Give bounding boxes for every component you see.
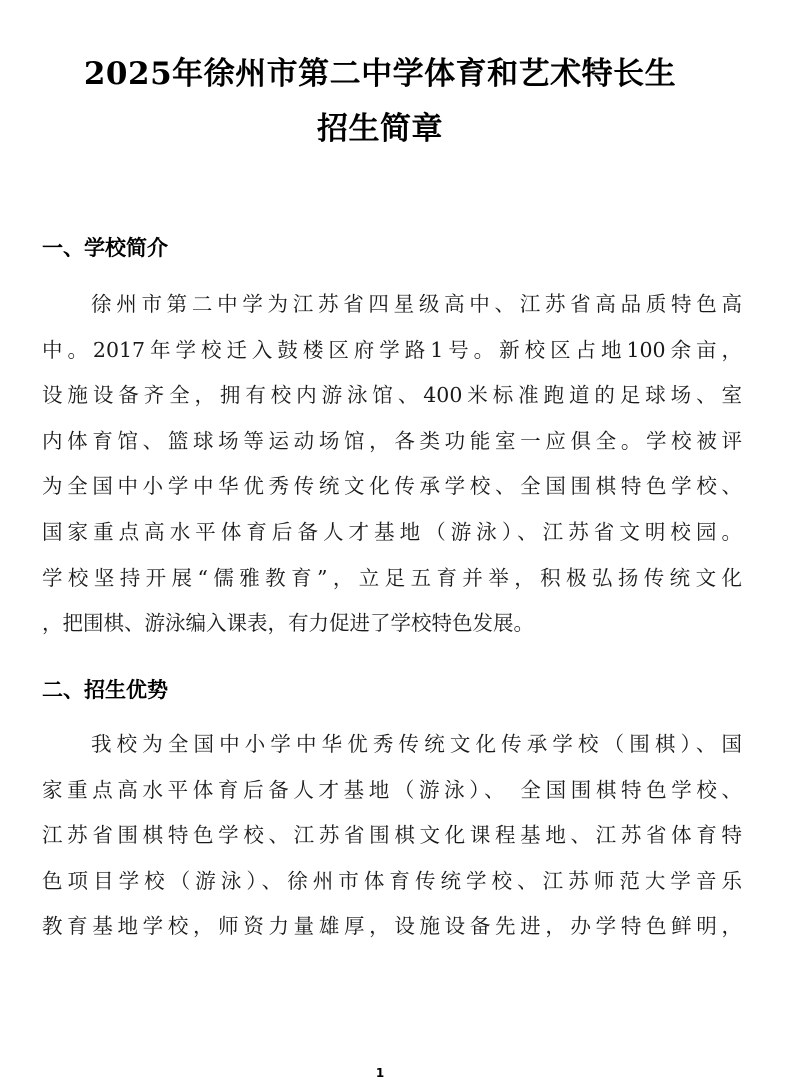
paragraph-line: 徐州市第二中学为江苏省四星级高中、江苏省高品质特色高 [91,292,742,316]
paragraph-line: 教育基地学校，师资力量雄厚，设施设备先进，办学特色鲜明， [42,914,742,939]
document-title-line-2: 招生简章 [317,111,443,147]
paragraph-line: 国家重点高水平体育后备人才基地（游泳）、江苏省文明校园。 [42,519,742,544]
paragraph-line: 色项目学校（游泳）、徐州市体育传统学校、江苏师范大学音乐 [42,868,742,893]
paragraph-line: 家重点高水平体育后备人才基地（游泳）、 全国围棋特色学校、 [42,777,742,802]
page-number: 1 [375,1066,385,1080]
paragraph-line: 设施设备齐全，拥有校内游泳馆、400米标准跑道的足球场、室 [42,383,742,408]
paragraph-line: 内体育馆、篮球场等运动场馆，各类功能室一应俱全。学校被评 [42,428,742,453]
section-heading-admission-advantages: 二、招生优势 [42,678,168,702]
paragraph-line: 为全国中小学中华优秀传统文化传承学校、全国围棋特色学校、 [42,474,742,499]
paragraph-line: 学校坚持开展“儒雅教育”，立足五育并举，积极弘扬传统文化 [42,565,742,590]
section-heading-school-intro: 一、学校简介 [42,236,168,260]
paragraph-line: 中。2017年学校迁入鼓楼区府学路1号。新校区占地100余亩， [42,337,742,362]
paragraph-admission-advantages [42,722,742,950]
paragraph-school-intro [42,282,742,647]
paragraph-line: 我校为全国中小学中华优秀传统文化传承学校（围棋）、国 [91,732,742,756]
document-title-line-1: 2025年徐州市第二中学体育和艺术特长生 [83,56,677,92]
paragraph-line: 江苏省围棋特色学校、江苏省围棋文化课程基地、江苏省体育特 [42,823,742,848]
paragraph-line: ，把围棋、游泳编入课表，有力促进了学校特色发展。 [42,611,534,636]
